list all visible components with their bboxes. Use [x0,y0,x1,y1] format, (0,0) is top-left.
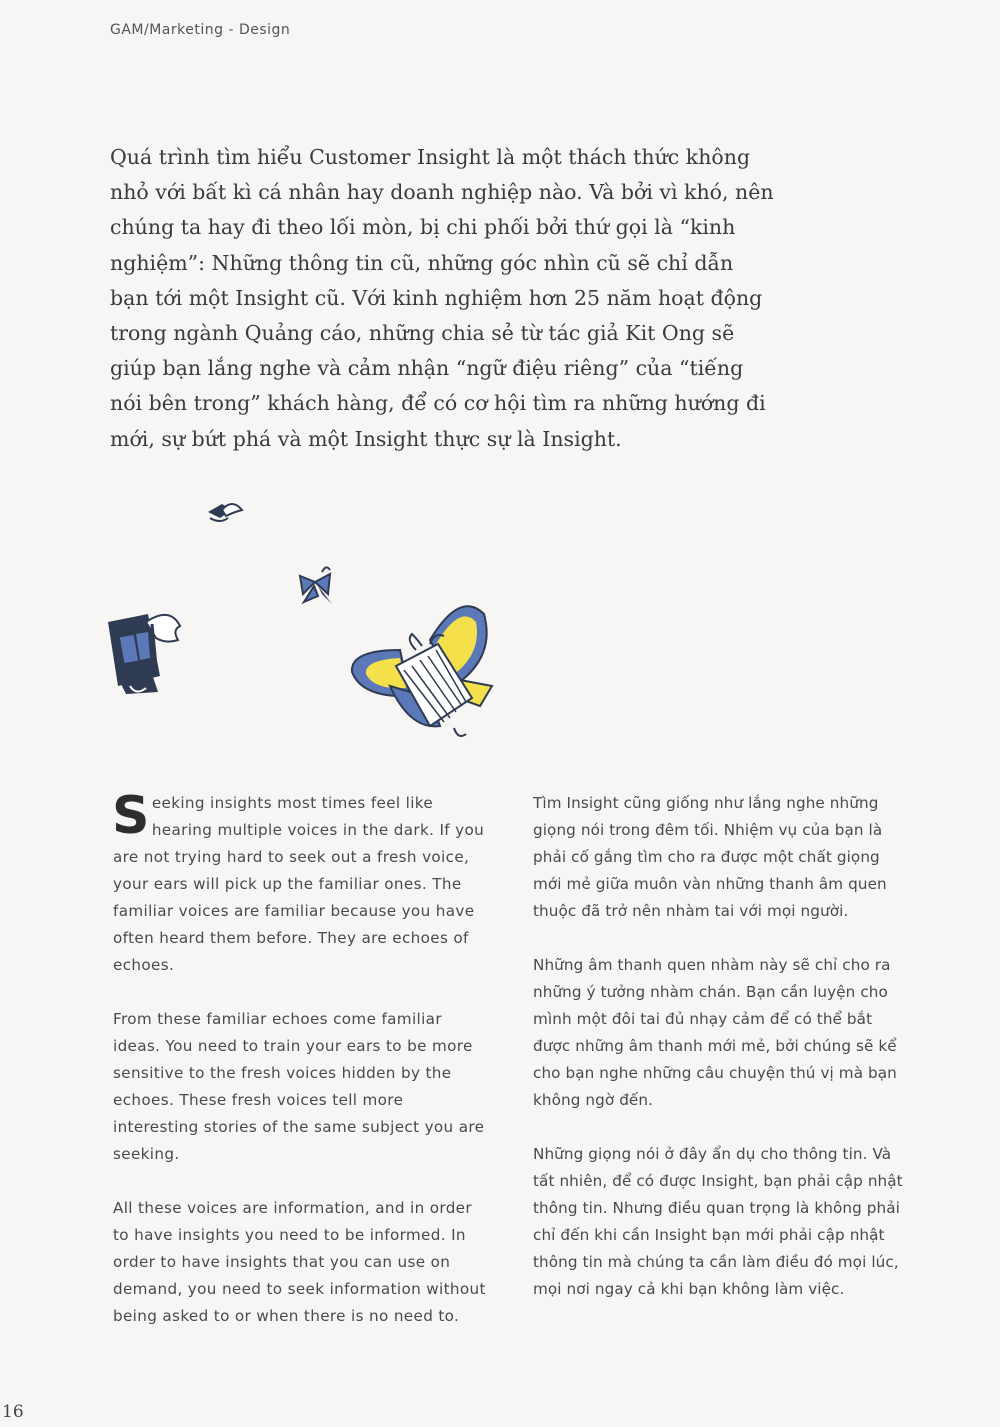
english-paragraph-3: All these voices are information, and in order to have insights you need to be informed. In order to have insights that you can use on demand, you need to seek information without being asked to or when there is no need to. [113,1199,486,1325]
page-number: 16 [2,1402,24,1422]
small-butterfly-icon [300,567,332,604]
english-paragraph-2: From these familiar echoes come familiar ideas. You need to train your ears to be more sensitive to the fresh voices hidden by the echoes. These fresh voices tell more interesting stories of the same subject you are seeking. [113,1010,485,1163]
vietnamese-paragraph-3: Những giọng nói ở đây ẩn dụ cho thông tin. Và tất nhiên, để có được Insight, bạn phải cập nhật thông tin. Nhưng điều quan trọng là không phải chỉ đến khi cần Insight bạn mới phải cập nhật thông tin mà chúng ta cần làm điều đó mọi lúc, mọi nơi ngay cả khi bạn không làm việc. [533,1145,903,1298]
section-label: GAM/Marketing - Design [110,22,291,38]
vietnamese-column [533,790,908,1330]
winged-book-icon [108,614,180,694]
vietnamese-paragraph-2: Những âm thanh quen nhàm này sẽ chỉ cho ra những ý tưởng nhàm chán. Bạn cần luyện cho mình một đôi tai đủ nhạy cảm để có thể bắt được những âm thanh mới mẻ, bởi chúng sẽ kể cho bạn nghe những câu chuyện thú vị mà bạn không ngờ đến. [533,956,897,1109]
flying-books-butterflies-illustration [100,490,520,740]
small-flying-book-icon [208,504,242,521]
english-column [112,786,491,1357]
butterfly-open-book-icon [352,606,492,736]
english-paragraph-1 [112,786,491,979]
drop-cap: S [112,786,150,846]
intro-paragraph: Quá trình tìm hiểu Customer Insight là một thách thức không nhỏ với bất kì cá nhân hay doanh nghiệp nào. Và bởi vì khó, nên chúng ta hay đi theo lối mòn, bị chi phối bởi thứ gọi là “kinh nghiệm”: Những thông tin cũ, những góc nhìn cũ sẽ chỉ dẫn bạn tới một Insight cũ. Với kinh nghiệm hơn 25 năm hoạt động trong ngành Quảng cáo, những chia sẻ từ tác giả Kit Ong sẽ giúp bạn lắng nghe và cảm nhận “ngữ điệu riêng” của “tiếng nói bên trong” khách hàng, để có cơ hội tìm ra những hướng đi mới, sự bứt phá và một Insight thực sự là Insight. [110,145,774,451]
english-paragraph-1-text: eeking insights most times feel like hearing multiple voices in the dark. If you are not trying hard to seek out a fresh voice, your ears will pick up the familiar ones. The familiar voices are familiar because you have often heard them before. They are echoes of echoes. [113,794,485,974]
vietnamese-paragraph-1: Tìm Insight cũng giống như lắng nghe những giọng nói trong đêm tối. Nhiệm vụ của bạn là phải cố gắng tìm cho ra được một chất giọng mới mẻ giữa muôn vàn những thanh âm quen thuộc đã trở nên nhàm tai với mọi người. [533,794,887,920]
